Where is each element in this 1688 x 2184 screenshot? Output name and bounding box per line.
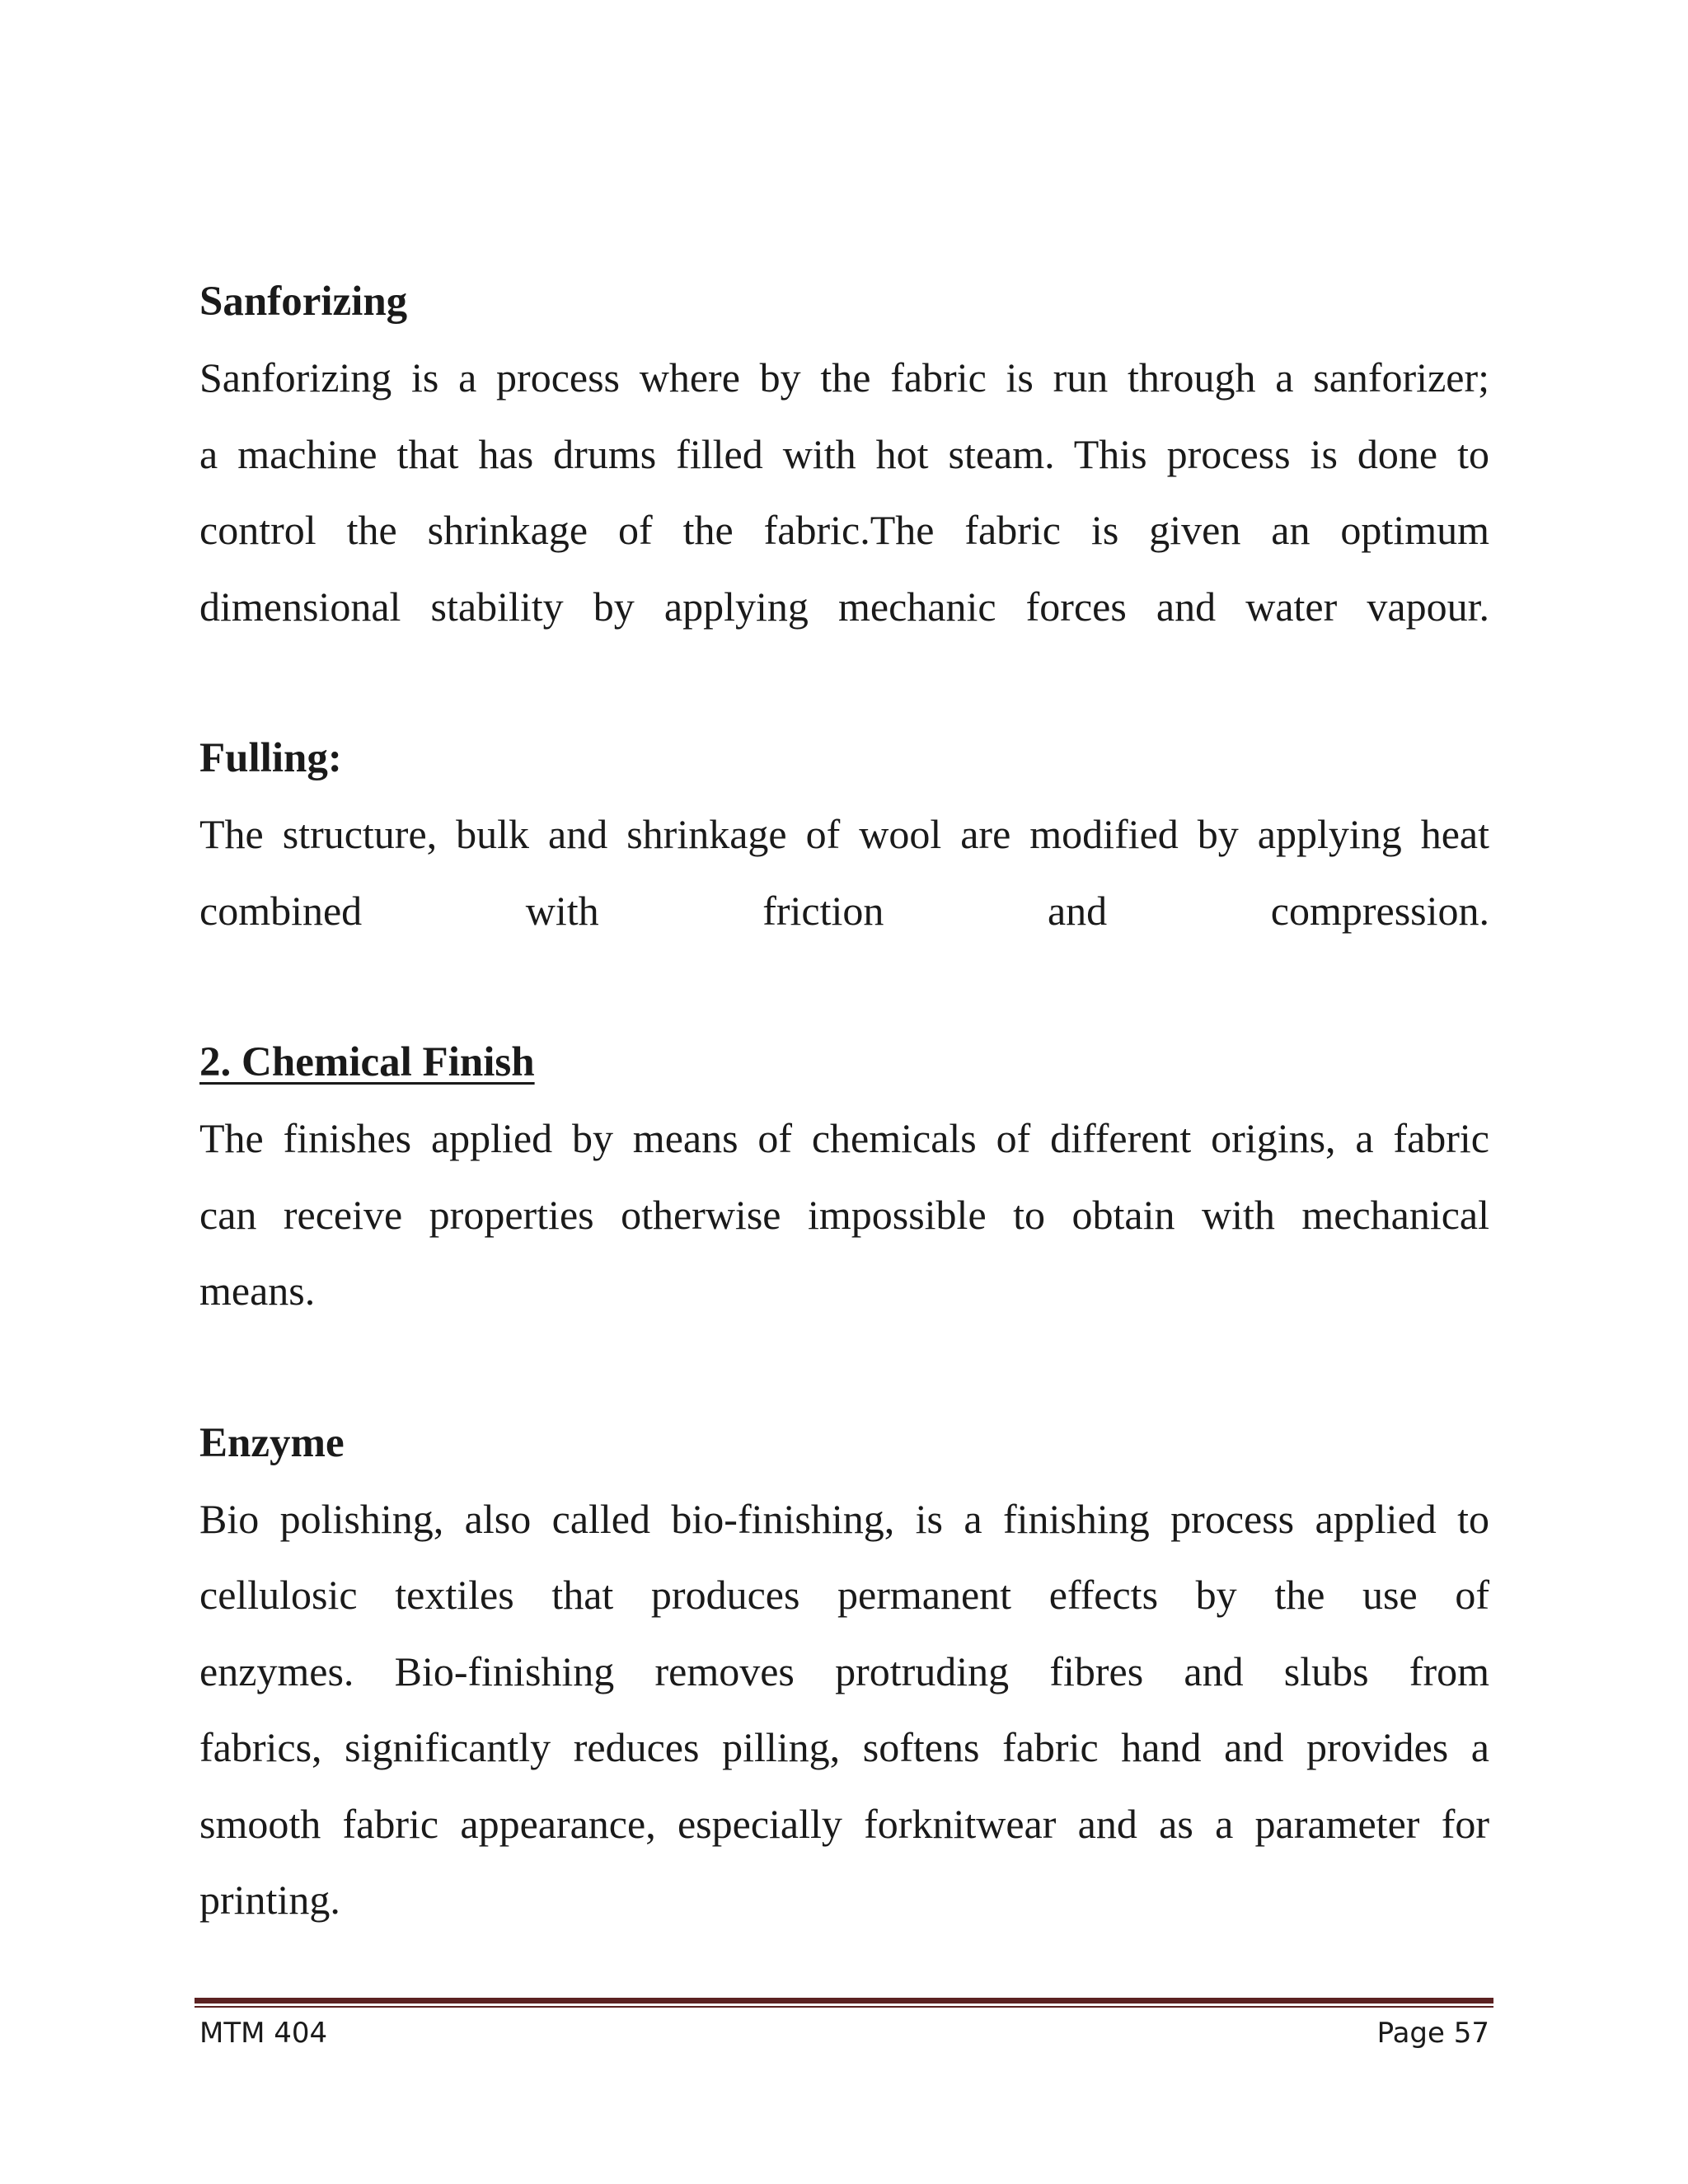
enzyme-line-5: smooth fabric appearance, especially forknitwear and as a parameter for [199, 1800, 1489, 1847]
sanforizing-heading: Sanforizing [199, 279, 408, 325]
footer-course-code: MTM 404 [199, 2017, 328, 2050]
section-spacer [199, 1329, 1489, 1405]
sanforizing-line-2: a machine that has drums filled with hot steam. This process is done to [199, 430, 1489, 477]
sanforizing-line-3: control the shrinkage of the fabric.The fabric is given an optimum [199, 507, 1489, 553]
fulling-heading: Fulling: [199, 735, 342, 781]
chemical-finish-line-2: can receive properties otherwise impossible to obtain with mechanical [199, 1191, 1489, 1238]
chemical-finish-heading: 2. Chemical Finish [199, 1039, 535, 1085]
enzyme-heading: Enzyme [199, 1419, 345, 1466]
sanforizing-line-4: dimensional stability by applying mechanic forces and water vapour. [199, 583, 1489, 630]
section-spacer [199, 949, 1489, 1024]
sanforizing-line-1: Sanforizing is a process where by the fabric is run through a sanforizer; [199, 354, 1489, 401]
page-body [199, 264, 1489, 1938]
fulling-line-2: combined with friction and compression. [199, 887, 1489, 934]
fulling-line-1: The structure, bulk and shrinkage of wool are modified by applying heat [199, 811, 1489, 857]
section-spacer [199, 644, 1489, 720]
chemical-finish-line-3: means. [199, 1268, 316, 1314]
enzyme-line-6: printing. [199, 1877, 340, 1923]
footer-page-number: Page 57 [1376, 2017, 1489, 2050]
page-footer [199, 2013, 1489, 2054]
enzyme-line-4: fabrics, significantly reduces pilling, softens fabric hand and provides a [199, 1724, 1489, 1770]
enzyme-line-1: Bio polishing, also called bio-finishing, is a finishing process applied to [199, 1495, 1489, 1542]
enzyme-line-2: cellulosic textiles that produces permanent effects by the use of [199, 1572, 1489, 1618]
footer-divider-thin [195, 2006, 1493, 2008]
footer-divider [195, 1998, 1493, 2004]
enzyme-line-3: enzymes. Bio-finishing removes protruding fibres and slubs from [199, 1647, 1489, 1694]
chemical-finish-line-1: The finishes applied by means of chemicals of different origins, a fabric [199, 1115, 1489, 1161]
